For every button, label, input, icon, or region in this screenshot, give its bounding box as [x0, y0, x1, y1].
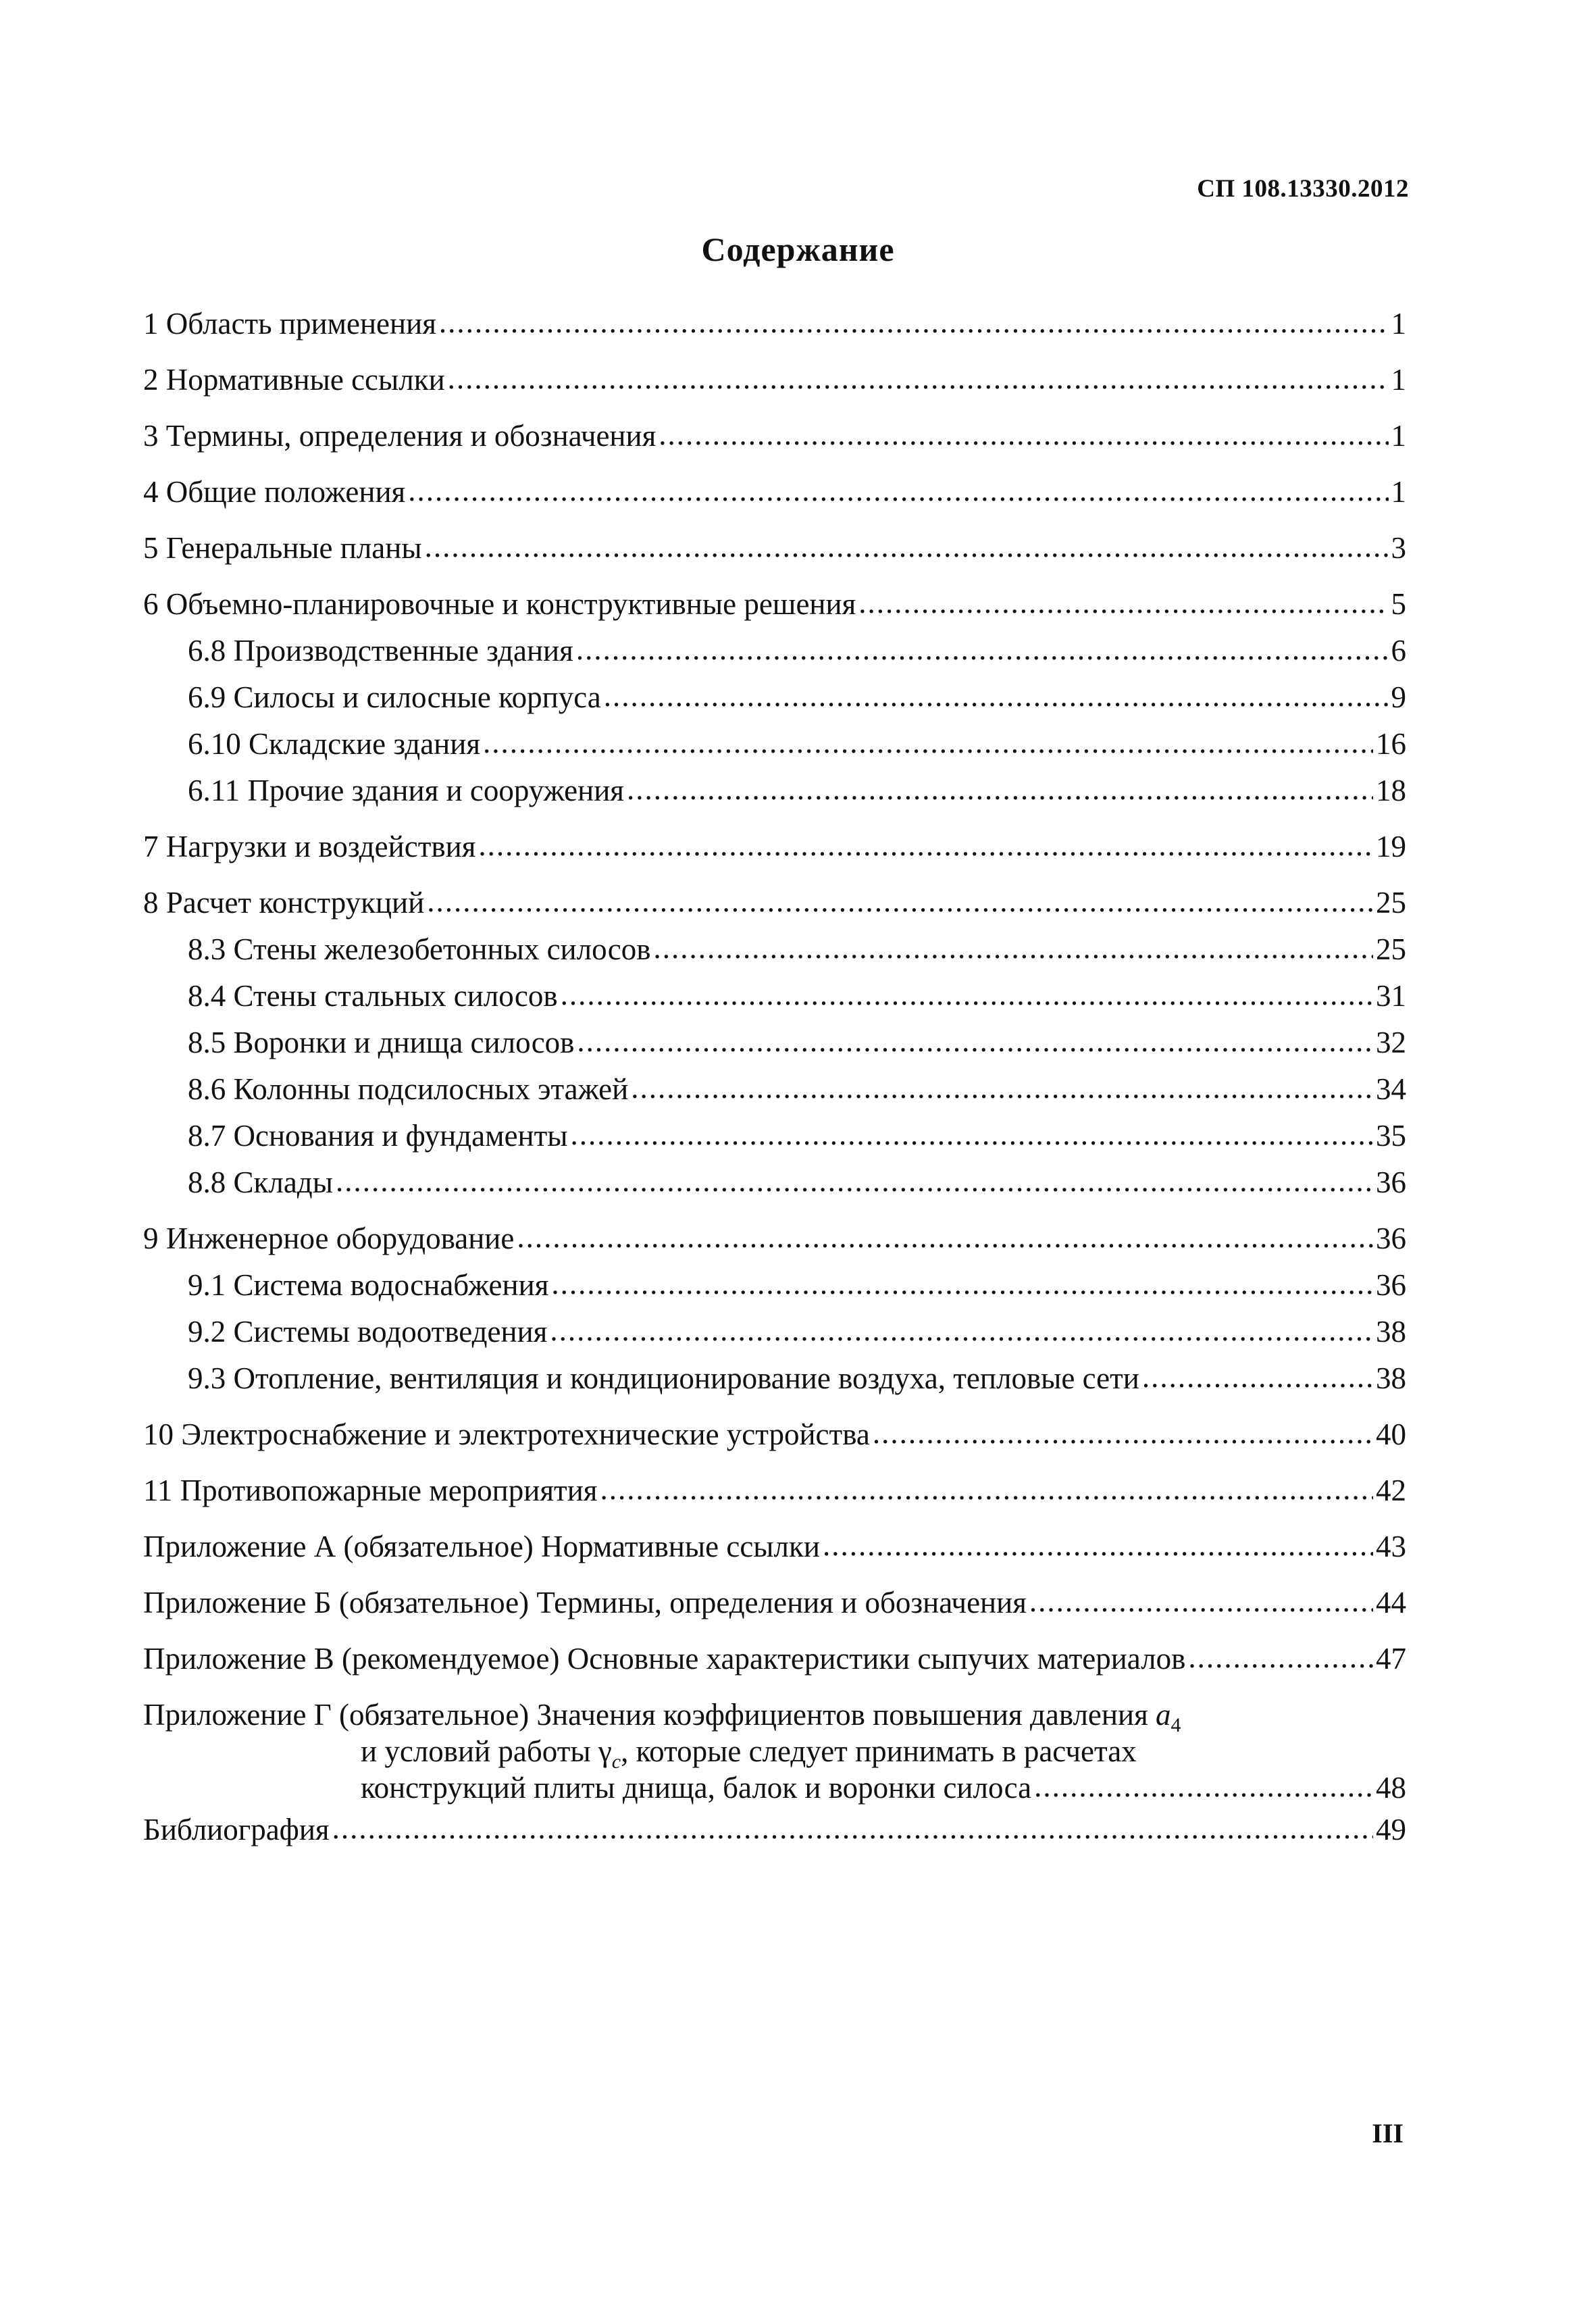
gamma-subscript: c [611, 1751, 621, 1773]
toc-entry[interactable] [143, 884, 1406, 921]
dot-leader [1034, 1768, 1373, 1805]
toc-subentry[interactable] [143, 1360, 1406, 1397]
toc-entry-label: 9 Инженерное оборудование [143, 1222, 515, 1255]
toc-subentry[interactable] [143, 679, 1406, 715]
dot-leader [604, 678, 1389, 714]
toc-entry-page: 42 [1376, 1474, 1406, 1507]
toc-entry-page: 36 [1376, 1165, 1406, 1199]
dot-leader [448, 360, 1389, 397]
toc-entry-page: 44 [1376, 1586, 1406, 1619]
toc-entry-label: 3 Термины, определения и обозначения [143, 419, 657, 453]
toc-subentry[interactable] [143, 632, 1406, 669]
toc-entry-page: 31 [1376, 979, 1406, 1013]
page-title: Содержание [701, 230, 895, 268]
dot-leader [659, 416, 1388, 453]
toc-entry-label: 8 Расчет конструкций [143, 886, 425, 920]
toc-subentry[interactable] [143, 1164, 1406, 1201]
toc-entry-page: 6 [1391, 634, 1406, 668]
toc-entry-label: 9.3 Отопление, вентиляция и кондиционирование воздуха, тепловые сети [188, 1361, 1139, 1395]
dot-leader [1188, 1639, 1373, 1676]
gamma-symbol: γ [598, 1734, 612, 1768]
dot-leader [1029, 1583, 1373, 1619]
toc-entry[interactable] [143, 305, 1406, 342]
toc-entry-page: 16 [1376, 727, 1406, 761]
appendix-g-text-3: конструкций плиты днища, балок и воронки силоса [361, 1771, 1032, 1805]
toc-entry-appendix-g[interactable] [143, 1696, 1406, 1806]
toc-subentry[interactable] [143, 1024, 1406, 1061]
toc-entry-page: 9 [1391, 680, 1406, 714]
toc-subentry[interactable] [143, 772, 1406, 809]
toc-entry-appendix[interactable] [143, 1640, 1406, 1677]
toc-entry[interactable] [143, 474, 1406, 510]
toc-entry-label: Приложение А (обязательное) Нормативные ссылки [143, 1530, 820, 1563]
toc-entry-label: 10 Электроснабжение и электротехнические устройства [143, 1417, 870, 1451]
toc-entry-page: 40 [1376, 1417, 1406, 1451]
toc-entry-appendix[interactable] [143, 1528, 1406, 1565]
toc-entry-page: 19 [1376, 830, 1406, 863]
table-of-contents [143, 305, 1406, 1848]
toc-entry-page: 47 [1376, 1642, 1406, 1676]
appendix-g-line-2 [143, 1733, 1406, 1773]
toc-entry-label: 6.9 Силосы и силосные корпуса [188, 680, 601, 714]
dot-leader [631, 1070, 1373, 1106]
dot-leader [483, 724, 1373, 761]
toc-entry-label: Приложение В (рекомендуемое) Основные характеристики сыпучих материалов [143, 1642, 1186, 1676]
toc-subentry[interactable] [143, 978, 1406, 1014]
toc-entry-label: Библиография [143, 1813, 330, 1846]
toc-entry-label: 8.3 Стены железобетонных силосов [188, 932, 651, 966]
toc-entry-label: 2 Нормативные ссылки [143, 363, 445, 397]
toc-entry-label: 4 Общие положения [143, 475, 406, 509]
toc-entry-appendix[interactable] [143, 1584, 1406, 1621]
toc-entry-page: 1 [1391, 307, 1406, 341]
toc-entry-label: 8.6 Колонны подсилосных этажей [188, 1072, 629, 1106]
toc-entry-page: 1 [1391, 419, 1406, 453]
toc-entry-label: 6.11 Прочие здания и сооружения [188, 774, 624, 807]
toc-entry-page: 48 [1376, 1771, 1406, 1805]
toc-entry-page: 1 [1391, 475, 1406, 509]
appendix-g-line-1 [143, 1696, 1406, 1736]
appendix-g-text-2b: , которые следует принимать в расчетах [621, 1734, 1137, 1768]
dot-leader [577, 1023, 1373, 1059]
appendix-g-text-2: и условий работы [361, 1734, 591, 1768]
toc-entry-label: 7 Нагрузки и воздействия [143, 830, 476, 863]
dot-leader [1142, 1359, 1373, 1395]
toc-entry-page: 35 [1376, 1119, 1406, 1153]
toc-entry-page: 18 [1376, 774, 1406, 807]
toc-entry-page: 5 [1391, 587, 1406, 621]
dot-leader [873, 1415, 1373, 1451]
dot-leader [336, 1163, 1373, 1199]
toc-entry[interactable] [143, 1472, 1406, 1509]
toc-entry-label: 8.5 Воронки и днища силосов [188, 1026, 575, 1059]
dot-leader [561, 976, 1373, 1013]
toc-subentry[interactable] [143, 1117, 1406, 1154]
toc-entry-page: 32 [1376, 1026, 1406, 1059]
toc-entry-page: 1 [1391, 363, 1406, 397]
toc-entry-page: 3 [1391, 531, 1406, 565]
dot-leader [550, 1312, 1373, 1349]
toc-entry[interactable] [143, 418, 1406, 454]
toc-entry-page: 49 [1376, 1813, 1406, 1846]
toc-entry[interactable] [143, 586, 1406, 622]
toc-entry-label: 6.8 Производственные здания [188, 634, 573, 668]
toc-entry-label: 9.1 Система водоснабжения [188, 1268, 549, 1302]
toc-subentry[interactable] [143, 1071, 1406, 1107]
toc-entry-page: 34 [1376, 1072, 1406, 1106]
appendix-g-text-1: Приложение Г (обязательное) Значения коэффициентов повышения давления [143, 1698, 1148, 1732]
dot-leader [627, 771, 1373, 807]
toc-entry[interactable] [143, 1416, 1406, 1453]
toc-entry-page: 38 [1376, 1315, 1406, 1349]
dot-leader [858, 584, 1388, 621]
toc-entry-label: 9.2 Системы водоотведения [188, 1315, 548, 1349]
toc-entry-label: 11 Противопожарные мероприятия [143, 1474, 598, 1507]
toc-subentry[interactable] [143, 1313, 1406, 1350]
toc-entry[interactable] [143, 530, 1406, 566]
toc-entry-label: 6 Объемно-планировочные и конструктивные решения [143, 587, 856, 621]
dot-leader [517, 1219, 1373, 1255]
dot-leader [571, 1116, 1373, 1153]
dot-leader [576, 631, 1389, 668]
page-number: III [1372, 2118, 1404, 2148]
dot-leader [439, 304, 1389, 341]
appendix-g-line-3 [143, 1769, 1406, 1806]
toc-entry-label: 8.4 Стены стальных силосов [188, 979, 558, 1013]
dot-leader [600, 1471, 1374, 1507]
toc-entry-label: 8.7 Основания и фундаменты [188, 1119, 568, 1153]
dot-leader [425, 528, 1389, 565]
dot-leader [427, 883, 1373, 920]
toc-entry[interactable] [143, 828, 1406, 865]
toc-entry-bibliography[interactable] [143, 1811, 1406, 1848]
toc-entry-page: 36 [1376, 1222, 1406, 1255]
dot-leader [653, 930, 1373, 966]
toc-entry-label: 1 Область применения [143, 307, 436, 341]
toc-entry-label: 8.8 Склады [188, 1165, 333, 1199]
coefficient-symbol: a [1156, 1698, 1171, 1732]
toc-entry-label: 5 Генеральные планы [143, 531, 422, 565]
toc-entry[interactable] [143, 361, 1406, 398]
toc-entry-label: 6.10 Складские здания [188, 727, 481, 761]
toc-entry-page: 25 [1376, 886, 1406, 920]
dot-leader [823, 1527, 1373, 1563]
toc-entry-page: 25 [1376, 932, 1406, 966]
toc-subentry[interactable] [143, 726, 1406, 762]
document-code: СП 108.13330.2012 [1197, 175, 1409, 203]
toc-entry-label: Приложение Б (обязательное) Термины, определения и обозначения [143, 1586, 1027, 1619]
toc-entry-page: 36 [1376, 1268, 1406, 1302]
toc-entry-page: 43 [1376, 1530, 1406, 1563]
dot-leader [478, 827, 1373, 863]
toc-entry-page: 38 [1376, 1361, 1406, 1395]
dot-leader [332, 1810, 1373, 1846]
toc-entry[interactable] [143, 1220, 1406, 1257]
coefficient-subscript: 4 [1170, 1714, 1181, 1736]
dot-leader [408, 472, 1388, 509]
dot-leader [551, 1265, 1373, 1302]
toc-subentry[interactable] [143, 1267, 1406, 1303]
toc-subentry[interactable] [143, 931, 1406, 967]
